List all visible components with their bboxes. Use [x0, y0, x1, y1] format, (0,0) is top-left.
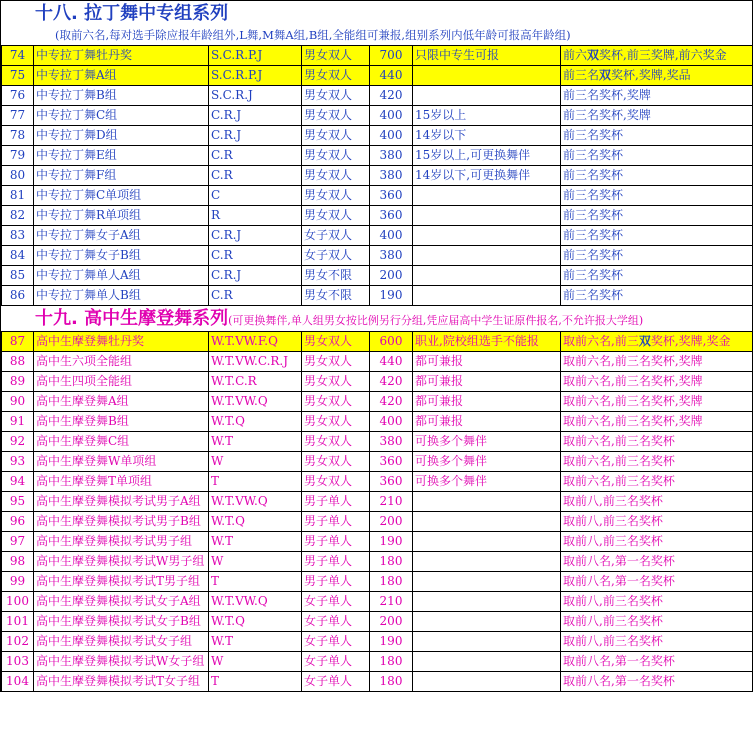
award: 取前八,前三名奖杯 — [561, 592, 753, 612]
event-name: 中专拉丁舞A组 — [34, 66, 209, 86]
row-number: 82 — [2, 206, 34, 226]
award: 取前六名,前三名奖杯 — [561, 432, 753, 452]
entry-type: 男子单人 — [302, 552, 370, 572]
dance-codes: S.C.R.P.J — [209, 46, 302, 66]
award: 取前八,前三名奖杯 — [561, 492, 753, 512]
event-name: 高中生摩登舞模拟考试T男子组 — [34, 572, 209, 592]
award: 取前八,前三名奖杯 — [561, 512, 753, 532]
remark — [413, 66, 561, 86]
event-name: 高中生摩登舞模拟考试T女子组 — [34, 672, 209, 692]
entry-type: 男女双人 — [302, 452, 370, 472]
remark — [413, 226, 561, 246]
entry-fee: 420 — [370, 372, 413, 392]
dance-codes: R — [209, 206, 302, 226]
dance-codes: S.C.R.P.J — [209, 66, 302, 86]
table-row — [2, 246, 753, 266]
award: 取前六名,前三双奖杯,奖牌,奖金 — [561, 332, 753, 352]
table-row — [2, 372, 753, 392]
event-name: 中专拉丁舞单人A组 — [34, 266, 209, 286]
entry-fee: 700 — [370, 46, 413, 66]
entry-type: 女子双人 — [302, 246, 370, 266]
row-number: 83 — [2, 226, 34, 246]
table-row — [2, 86, 753, 106]
row-number: 104 — [2, 672, 34, 692]
event-name: 高中生摩登舞模拟考试男子A组 — [34, 492, 209, 512]
event-name: 高中生摩登舞模拟考试女子组 — [34, 632, 209, 652]
table-row — [2, 266, 753, 286]
section-19-title-text: 十九. 高中生摩登舞系列 — [35, 308, 229, 329]
event-name: 高中生摩登舞T单项组 — [34, 472, 209, 492]
award: 取前八名,第一名奖杯 — [561, 552, 753, 572]
table-row — [2, 226, 753, 246]
remark — [413, 652, 561, 672]
dance-codes: W.T.Q — [209, 612, 302, 632]
row-number: 93 — [2, 452, 34, 472]
dance-codes: C.R — [209, 286, 302, 306]
entry-fee: 190 — [370, 632, 413, 652]
award: 前六双奖杯,前三奖牌,前六奖金 — [561, 46, 753, 66]
remark — [413, 186, 561, 206]
dance-codes: W.T.Q — [209, 412, 302, 432]
entry-type: 男女双人 — [302, 66, 370, 86]
remark: 只限中专生可报 — [413, 46, 561, 66]
entry-type: 男女双人 — [302, 146, 370, 166]
event-name: 高中生摩登舞模拟考试W女子组 — [34, 652, 209, 672]
entry-fee: 200 — [370, 266, 413, 286]
entry-type: 男女双人 — [302, 392, 370, 412]
remark: 14岁以下,可更换舞伴 — [413, 166, 561, 186]
entry-fee: 400 — [370, 226, 413, 246]
entry-type: 男女双人 — [302, 106, 370, 126]
award: 前三名奖杯 — [561, 226, 753, 246]
event-name: 高中生摩登舞模拟考试男子组 — [34, 532, 209, 552]
remark — [413, 286, 561, 306]
entry-type: 男女双人 — [302, 46, 370, 66]
row-number: 96 — [2, 512, 34, 532]
event-name: 高中生六项全能组 — [34, 352, 209, 372]
event-name: 中专拉丁舞C组 — [34, 106, 209, 126]
remark: 都可兼报 — [413, 372, 561, 392]
award: 取前八名,第一名奖杯 — [561, 572, 753, 592]
award: 取前八名,第一名奖杯 — [561, 652, 753, 672]
award: 前三名奖杯 — [561, 126, 753, 146]
entry-type: 女子单人 — [302, 632, 370, 652]
entry-type: 女子单人 — [302, 672, 370, 692]
entry-fee: 360 — [370, 206, 413, 226]
entry-type: 男女双人 — [302, 432, 370, 452]
award: 前三名奖杯 — [561, 266, 753, 286]
event-name: 高中生摩登舞牡丹奖 — [34, 332, 209, 352]
award: 前三名奖杯 — [561, 186, 753, 206]
row-number: 89 — [2, 372, 34, 392]
event-name: 中专拉丁舞F组 — [34, 166, 209, 186]
entry-fee: 360 — [370, 186, 413, 206]
entry-type: 男女双人 — [302, 206, 370, 226]
dance-codes: W.T — [209, 532, 302, 552]
dance-codes: C.R.J — [209, 126, 302, 146]
entry-type: 男女双人 — [302, 412, 370, 432]
event-name: 中专拉丁舞C单项组 — [34, 186, 209, 206]
table-row — [2, 592, 753, 612]
entry-fee: 400 — [370, 126, 413, 146]
table-row — [2, 572, 753, 592]
dance-codes: C.R — [209, 146, 302, 166]
remark: 都可兼报 — [413, 392, 561, 412]
dance-codes: C.R.J — [209, 106, 302, 126]
event-name: 高中生摩登舞模拟考试W男子组 — [34, 552, 209, 572]
award: 取前六名,前三名奖杯,奖牌 — [561, 412, 753, 432]
entry-fee: 360 — [370, 472, 413, 492]
entry-type: 男女双人 — [302, 126, 370, 146]
row-number: 78 — [2, 126, 34, 146]
table-row — [2, 146, 753, 166]
row-number: 75 — [2, 66, 34, 86]
remark — [413, 552, 561, 572]
table-row — [2, 332, 753, 352]
dance-codes: T — [209, 472, 302, 492]
entry-type: 女子双人 — [302, 226, 370, 246]
entry-fee: 380 — [370, 146, 413, 166]
row-number: 80 — [2, 166, 34, 186]
row-number: 94 — [2, 472, 34, 492]
remark: 都可兼报 — [413, 352, 561, 372]
row-number: 88 — [2, 352, 34, 372]
remark: 都可兼报 — [413, 412, 561, 432]
award: 取前六名,前三名奖杯,奖牌 — [561, 392, 753, 412]
event-name: 中专拉丁舞E组 — [34, 146, 209, 166]
row-number: 103 — [2, 652, 34, 672]
table-row — [2, 612, 753, 632]
row-number: 81 — [2, 186, 34, 206]
table-row — [2, 286, 753, 306]
remark — [413, 246, 561, 266]
dance-codes: W — [209, 552, 302, 572]
entry-fee: 400 — [370, 106, 413, 126]
table-row — [2, 672, 753, 692]
award: 前三名奖杯,奖牌 — [561, 106, 753, 126]
award: 前三名奖杯 — [561, 206, 753, 226]
event-name: 高中生摩登舞C组 — [34, 432, 209, 452]
entry-fee: 380 — [370, 166, 413, 186]
entry-type: 男子单人 — [302, 492, 370, 512]
dance-codes: C.R — [209, 166, 302, 186]
row-number: 99 — [2, 572, 34, 592]
dance-codes: W.T — [209, 632, 302, 652]
table-row — [2, 206, 753, 226]
entry-type: 男子单人 — [302, 572, 370, 592]
table-row — [2, 452, 753, 472]
entry-type: 男女双人 — [302, 86, 370, 106]
row-number: 90 — [2, 392, 34, 412]
award: 取前八,前三名奖杯 — [561, 612, 753, 632]
row-number: 98 — [2, 552, 34, 572]
table-row — [2, 432, 753, 452]
section-18-note: (取前六名,每对选手除应报年龄组外,L舞,M舞A组,B组,全能组可兼报,组别系列内低年龄可报高年龄组) — [55, 28, 571, 42]
entry-type: 男女不限 — [302, 286, 370, 306]
remark: 可换多个舞伴 — [413, 472, 561, 492]
remark — [413, 512, 561, 532]
entry-fee: 380 — [370, 432, 413, 452]
table-row — [2, 512, 753, 532]
remark — [413, 206, 561, 226]
award: 取前八,前三名奖杯 — [561, 632, 753, 652]
event-name: 高中生摩登舞W单项组 — [34, 452, 209, 472]
event-name: 中专拉丁舞牡丹奖 — [34, 46, 209, 66]
event-name: 高中生摩登舞模拟考试男子B组 — [34, 512, 209, 532]
entry-fee: 180 — [370, 552, 413, 572]
award: 前三名奖杯 — [561, 246, 753, 266]
remark — [413, 532, 561, 552]
award: 前三名双奖杯,奖牌,奖品 — [561, 66, 753, 86]
remark — [413, 592, 561, 612]
award: 取前六名,前三名奖杯,奖牌 — [561, 372, 753, 392]
row-number: 95 — [2, 492, 34, 512]
event-name: 中专拉丁舞女子B组 — [34, 246, 209, 266]
row-number: 97 — [2, 532, 34, 552]
table-row — [2, 392, 753, 412]
section-18-title-text: 十八. 拉丁舞中专组系列 — [35, 3, 229, 24]
event-name: 中专拉丁舞单人B组 — [34, 286, 209, 306]
remark — [413, 612, 561, 632]
entry-fee: 180 — [370, 572, 413, 592]
remark — [413, 86, 561, 106]
entry-type: 男子单人 — [302, 532, 370, 552]
entry-type: 女子单人 — [302, 612, 370, 632]
dance-codes: W.T.C.R — [209, 372, 302, 392]
table-row — [2, 126, 753, 146]
table-row — [2, 632, 753, 652]
entry-fee: 200 — [370, 612, 413, 632]
entry-type: 男女双人 — [302, 352, 370, 372]
row-number: 101 — [2, 612, 34, 632]
dance-codes: W.T.VW.C.R.J — [209, 352, 302, 372]
row-number: 86 — [2, 286, 34, 306]
event-name: 高中生摩登舞模拟考试女子A组 — [34, 592, 209, 612]
dance-codes: T — [209, 672, 302, 692]
row-number: 92 — [2, 432, 34, 452]
entry-fee: 180 — [370, 672, 413, 692]
dance-codes: W.T.VW.Q — [209, 592, 302, 612]
row-number: 102 — [2, 632, 34, 652]
entry-fee: 200 — [370, 512, 413, 532]
entry-fee: 600 — [370, 332, 413, 352]
event-name: 中专拉丁舞B组 — [34, 86, 209, 106]
entry-fee: 440 — [370, 352, 413, 372]
award: 取前六名,前三名奖杯 — [561, 472, 753, 492]
table-row — [2, 46, 753, 66]
dance-codes: W — [209, 652, 302, 672]
section-19-table — [1, 331, 753, 692]
remark: 15岁以上,可更换舞伴 — [413, 146, 561, 166]
dance-codes: C.R.J — [209, 266, 302, 286]
award: 前三名奖杯 — [561, 146, 753, 166]
entry-fee: 360 — [370, 452, 413, 472]
dance-codes: W — [209, 452, 302, 472]
event-name: 高中生摩登舞A组 — [34, 392, 209, 412]
row-number: 84 — [2, 246, 34, 266]
event-name: 中专拉丁舞R单项组 — [34, 206, 209, 226]
entry-fee: 210 — [370, 492, 413, 512]
event-name: 中专拉丁舞D组 — [34, 126, 209, 146]
table-row — [2, 552, 753, 572]
dance-codes: W.T — [209, 432, 302, 452]
remark — [413, 632, 561, 652]
award: 取前八名,第一名奖杯 — [561, 672, 753, 692]
row-number: 91 — [2, 412, 34, 432]
section-19-title — [1, 306, 752, 331]
dance-codes: W.T.Q — [209, 512, 302, 532]
section-19-note: (可更换舞伴,单人组男女按比例另行分组,凭应届高中学生证原件报名,不允许报大学组) — [228, 314, 644, 327]
row-number: 76 — [2, 86, 34, 106]
row-number: 87 — [2, 332, 34, 352]
entry-type: 女子单人 — [302, 592, 370, 612]
row-number: 74 — [2, 46, 34, 66]
entry-fee: 440 — [370, 66, 413, 86]
entry-type: 男女双人 — [302, 472, 370, 492]
remark: 14岁以下 — [413, 126, 561, 146]
remark — [413, 572, 561, 592]
entry-fee: 180 — [370, 652, 413, 672]
event-name: 高中生摩登舞B组 — [34, 412, 209, 432]
row-number: 77 — [2, 106, 34, 126]
entry-type: 男女不限 — [302, 266, 370, 286]
entry-fee: 400 — [370, 412, 413, 432]
table-row — [2, 66, 753, 86]
remark — [413, 492, 561, 512]
dance-codes: C — [209, 186, 302, 206]
dance-codes: C.R — [209, 246, 302, 266]
entry-fee: 380 — [370, 246, 413, 266]
dance-codes: C.R.J — [209, 226, 302, 246]
table-row — [2, 412, 753, 432]
table-row — [2, 472, 753, 492]
event-name: 中专拉丁舞女子A组 — [34, 226, 209, 246]
entry-type: 男女双人 — [302, 332, 370, 352]
dance-codes: W.T.VW.Q — [209, 492, 302, 512]
award: 取前八,前三名奖杯 — [561, 532, 753, 552]
table-row — [2, 352, 753, 372]
row-number: 100 — [2, 592, 34, 612]
remark: 15岁以上 — [413, 106, 561, 126]
entry-fee: 190 — [370, 286, 413, 306]
entry-type: 男女双人 — [302, 166, 370, 186]
award: 前三名奖杯 — [561, 166, 753, 186]
entry-fee: 190 — [370, 532, 413, 552]
table-row — [2, 652, 753, 672]
dance-codes: S.C.R.J — [209, 86, 302, 106]
entry-type: 男女双人 — [302, 186, 370, 206]
entry-type: 男子单人 — [302, 512, 370, 532]
dance-codes: W.T.VW.Q — [209, 392, 302, 412]
row-number: 85 — [2, 266, 34, 286]
award: 前三名奖杯,奖牌 — [561, 86, 753, 106]
award: 前三名奖杯 — [561, 286, 753, 306]
table-row — [2, 186, 753, 206]
section-18-title — [1, 1, 752, 26]
remark — [413, 672, 561, 692]
table-row — [2, 166, 753, 186]
table-row — [2, 532, 753, 552]
dance-codes: W.T.VW.F.Q — [209, 332, 302, 352]
table-row — [2, 106, 753, 126]
remark — [413, 266, 561, 286]
dance-codes: T — [209, 572, 302, 592]
entry-fee: 420 — [370, 392, 413, 412]
row-number: 79 — [2, 146, 34, 166]
entry-type: 男女双人 — [302, 372, 370, 392]
entry-fee: 420 — [370, 86, 413, 106]
remark: 可换多个舞伴 — [413, 452, 561, 472]
remark: 职业,院校组选手不能报 — [413, 332, 561, 352]
table-row — [2, 492, 753, 512]
award: 取前六名,前三名奖杯 — [561, 452, 753, 472]
event-name: 高中生四项全能组 — [34, 372, 209, 392]
event-name: 高中生摩登舞模拟考试女子B组 — [34, 612, 209, 632]
entry-fee: 210 — [370, 592, 413, 612]
award: 取前六名,前三名奖杯,奖牌 — [561, 352, 753, 372]
entry-type: 女子单人 — [302, 652, 370, 672]
section-18-table — [1, 45, 753, 306]
remark: 可换多个舞伴 — [413, 432, 561, 452]
